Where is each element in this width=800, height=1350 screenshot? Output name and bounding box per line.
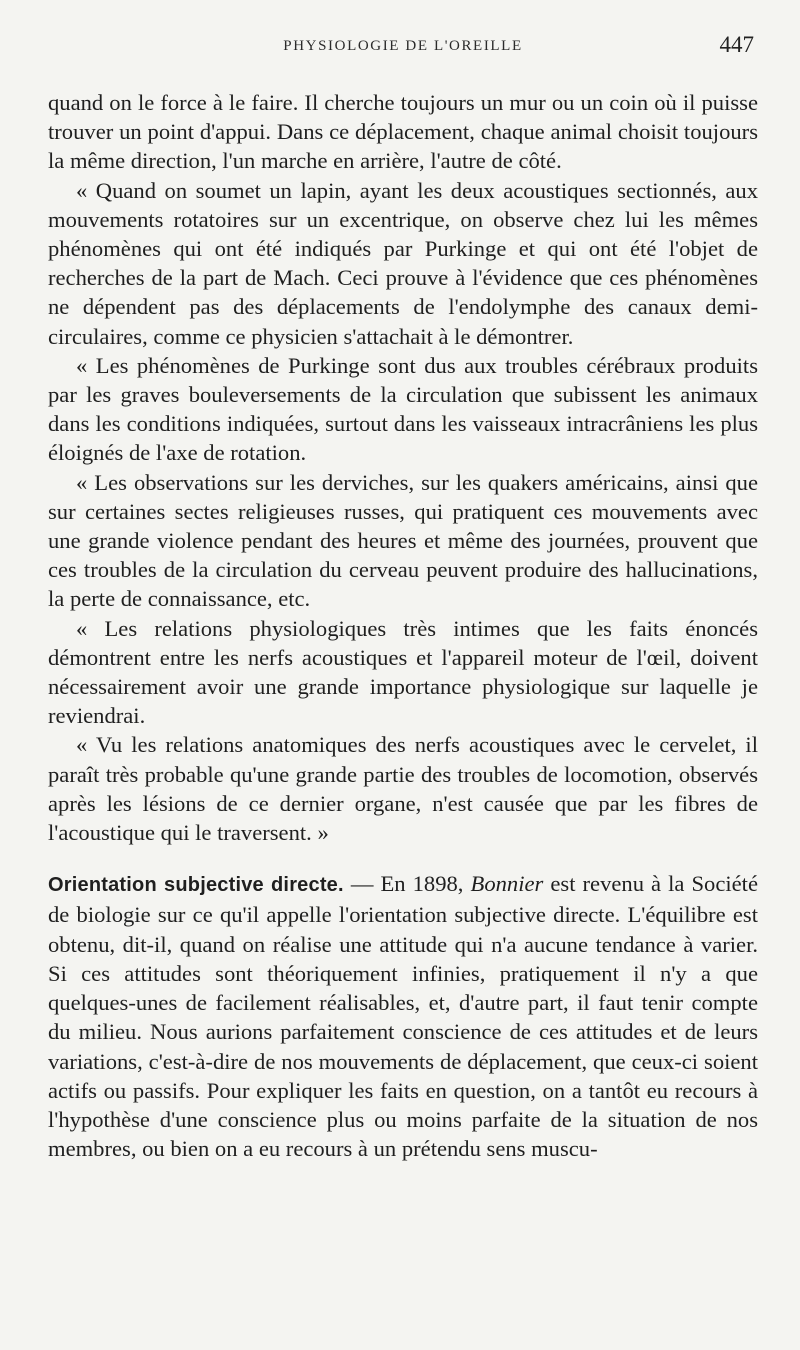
paragraph-quote-cerebellum: « Vu les relations anatomiques des nerfs acoustiques avec le cervelet, il paraît très probable qu'une grande partie des troubles de locomotion, observés après les lésions de ce dernier organe, n'est causée que par les fibres de l'acoustique qui le traversent. » (48, 732, 758, 846)
page-number: 447 (719, 32, 754, 57)
section-text: est revenu à la Société de biologie sur ce qu'il appelle l'orientation subjective directe. L'équilibre est obtenu, dit-il, quand on réalise une attitude qui n'a aucune tendance à varier. Si ces attitudes sont théoriquement infinies, pratiquement il n'y a que quelques-unes de facilement réalisables, et, d'autre part, il faut tenir compte du milieu. Nous aurions parfaitement conscience de ces attitudes et de leurs variations, c'est-à-dire de nos mouvements de déplacement, que ceux-ci soient actifs ou passifs. Pour expliquer les faits en question, on a tantôt eu recours à l'hypothèse d'une conscience plus ou moins parfaite de la situation de nos membres, ou bien on a eu recours à un prétendu sens muscu- (48, 871, 758, 1162)
paragraph-quote-dervishes: « Les observations sur les derviches, sur les quakers américains, ainsi que sur certaines sectes religieuses russes, qui pratiquent ces mouvements avec une grande violence pendant des heures et même des journées, prouvent que ces troubles de la circulation du cerveau peuvent produire des hallucinations, la perte de connaissance, etc. (48, 469, 758, 612)
paragraph-continuation: quand on le force à le faire. Il cherche toujours un mur ou un coin où il puisse trouver un point d'appui. Dans ce déplacement, chaque animal choisit toujours la même direction, l'un marche en arrière, l'autre de côté. (48, 90, 758, 174)
paragraph-quote-purkinge: « Les phénomènes de Purkinge sont dus aux troubles cérébraux produits par les graves bouleversements de la circulation que subissent les animaux dans les conditions indiquées, surtout dans les vaisseaux intracrâniens les plus éloignés de l'axe de rotation. (48, 352, 758, 466)
section-lead: — En 1898, (343, 871, 471, 897)
section-title: Orientation subjective directe. (48, 874, 344, 897)
paragraph-quote-relations: « Les relations physiologiques très intimes que les faits énoncés démontrent entre les nerfs acoustiques et l'appareil moteur de l'œil, doivent nécessairement avoir une grande importance physiologique sur laquelle je reviendrai. (48, 615, 758, 729)
body-text (48, 88, 758, 1163)
paragraph-quote-rabbit: « Quand on soumet un lapin, ayant les deux acoustiques sectionnés, aux mouvements rotatoires sur un excentrique, on observe chez lui les mêmes phénomènes qui ont été indiqués par Purkinge et qui ont été l'objet de recherches de la part de Mach. Ceci prouve à l'évidence que ces phénomènes ne dépendent pas des déplacements de l'endolymphe des canaux demi-circulaires, comme ce physicien s'attachait à le démontrer. (48, 177, 758, 349)
running-title: PHYSIOLOGIE DE L'OREILLE (283, 38, 523, 54)
section-author: Bonnier (470, 871, 544, 897)
section-paragraph (48, 869, 758, 1163)
running-head (48, 0, 758, 96)
